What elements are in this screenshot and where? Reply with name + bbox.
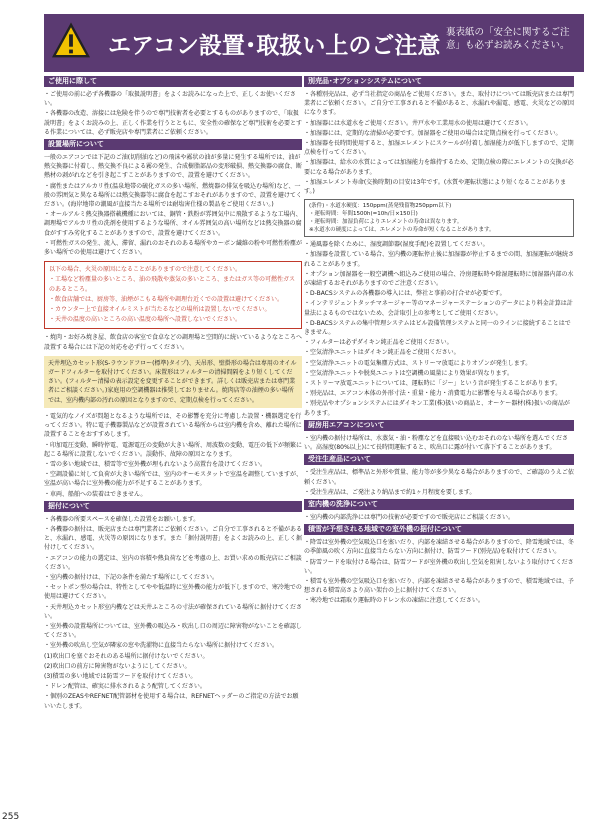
paragraph: ・各機器の改造、溶接には危険を伴うので専門技術者を必要とするものがありますので、「取扱説明書」をよくお読みの上、正しく作業を行うとともに、安全性の確保など専門技術を必要とする作業については、必ず販売店や専門業者にご依頼ください。 (44, 110, 303, 136)
paragraph: ・通風器を除くために、湿度調節器(湿度手配)を設置してください。 (304, 241, 489, 249)
paragraph: ・室外機の吹出し空気が隣家の窓や洗濯物に直接当たらない場所に据付けてください。 (44, 642, 279, 650)
paragraph: ・加湿エレメント寿命(交換時期)の目安は3年です。(水質や運転状態により短くなることがあります。) (304, 178, 567, 196)
section-heading: 受注生産品について (304, 454, 574, 465)
note-box: 天井埋込カセット形(S-ラウンドフロー(標準)タイプ)、天吊形、壁掛形の場合は専用のオイルガードフィルターを取付けてください。床置形はフィルターの清掃間隔をより短くしてください。(フィルター清掃の表示設定を変更することができます。詳しくは販売店または専門業者にご相談ください。)家庭用の空調機器は推奨しておりません。焼肉店等の油煙の多い場所では、室内機内部の汚れの原因となりますので、定期点検を行ってください。 (44, 356, 302, 408)
paragraph: ・加湿器には、定期的な清掃が必要です。加湿器をご使用の場合は定期点検を行ってください。 (304, 129, 562, 137)
paragraph: ・別売品は、エアコン本体の外形寸法・重量・能力・消費電力に影響を与える場合があります。 (304, 390, 562, 398)
page-number: 255 (2, 812, 20, 822)
paragraph: ・各種別売品は、必ず当社指定の商品をご使用ください。また、取付けについては販売店または専門業者にご依頼ください。ご自分で工事されると不備があると、水漏れや漏電、感電、火災などの原因になります。 (304, 91, 575, 117)
section-heading: 設置場所について (44, 139, 302, 150)
paragraph: ・ドレン配管は、確実に排水されるよう配管してください。 (44, 683, 206, 691)
section-heading: 別売品･オプションシステムについて (304, 76, 574, 87)
paragraph: ・腐性またはアルカリ性(温泉地帯の硫化ガスの多い場所、燃焼器の排気を吸込む場所)など、一般の雰囲気と異なる場所には熱交換器等に腐食を起こすおそれがありますので、設置を避けてください。(海岸地帯の潮風が直接当たる場所では耐塩害仕様の製品をご使用ください。) (44, 182, 302, 209)
paragraph: ・別売品やオプションシステムにはダイキン工業(株)扱いの商品と、オーケー器材(株)扱いの商品があります。 (304, 400, 570, 417)
left-column (44, 74, 302, 712)
table-line: ・運転時間：年間1500h(=10h/日×150日) (309, 211, 418, 218)
table-line: (条件)・水道水硬度：150ppm(蒸発残留物250ppm以下) (309, 203, 452, 210)
page-header (44, 14, 584, 72)
paragraph: ・ストリーマ放電ユニットについては、運転時に「ジー」という音が発生することがあります。 (304, 380, 562, 388)
header-note: 裏表紙の「安全に関するご注意」も必ずお読みください。 (446, 27, 570, 51)
paragraph: ・雪の多い地域では、積雪等で室外機が埋もれないよう高置台を設けてください。 (44, 460, 267, 468)
section-heading: 厨房用エアコンについて (304, 420, 574, 431)
paragraph: ・焼肉・お好み焼き屋、飲食店の客室で食卓などの調理場と空間的に続いているようなところへ設置する場合には下記の対応を必ず行ってください。 (44, 334, 303, 351)
paragraph: ・室内機の内部洗浄には専門の技術が必要ですので販売店にご相談ください。 (304, 513, 515, 521)
paragraph: ・車両、船舶への装着はできません。 (44, 490, 147, 498)
caution-box (44, 261, 302, 329)
table-line: ※水道水の硬度によっては、エレメントの寿命が短くなることがあります。 (309, 227, 495, 234)
paragraph: ・空気清浄ユニットはダイキン純正品をご使用ください。 (304, 349, 460, 357)
paragraph: ・インテリジェントタッチマネージャー等のマネージャーステーションのデータにより料金計算は計量法によるものではないため、会計取引上の参考としてご使用ください。 (304, 300, 573, 317)
paragraph: ・D-BACSシステムの集中管理システムはビル設備管理システムと同一のラインに接続することはできません。 (304, 319, 571, 337)
paragraph: ・防雪フードを取付ける場合は、防雪フードが室外機の吹出し空気を阻害しないよう取付けてください。 (304, 558, 574, 575)
paragraph: ・エアコンの能力の選定は、室内の容積や熱負荷などを考慮の上、お買い求めの販売店にご相談ください。 (44, 554, 302, 571)
paragraph: ・可燃性ガスの発生、流入、滞留、漏れのおそれのある場所やカーボン繊維の粉や可燃性粉塵が多い場所での使用は避けてください。 (44, 239, 303, 257)
section-heading: ご使用に際して (44, 76, 302, 87)
paragraph: ・室外機の設置場所については、室外機の吸込み・吹出し口の周辺に障害物がないことを確認してください。 (44, 622, 302, 640)
paragraph: ・積雪も室外機の空気吸込口を塞いだり、内部を凍結させる場合がありますので、積雪地域では、予想される積雪高さより高い架台の上に据付けてください。 (304, 577, 574, 595)
page-title: エアコン設置･取扱い上のご注意 (108, 33, 441, 59)
caution-line: ・天井の温度の高いところの高い温度の場所へ設置しないでください。 (49, 316, 242, 324)
paragraph: ・加湿器を設置している場合、室内機の運転停止後に加湿器が停止するまでの間、加湿運転が継続されることがあります。 (304, 251, 575, 268)
paragraph: ・空調設備に対して負荷が大きい場所では、室内のサーモスタットで室温を調整していますが、室温が高い場合に室外機の能力が不足することがあります。 (44, 471, 303, 488)
paragraph: ・ご使用の前に必ず各機器の「取扱説明書」をよくお読みになった上で、正しくお使いください。 (44, 91, 296, 108)
paragraph: ・各機器の所要スペースを確保した設置をお願いします。 (44, 515, 200, 523)
paragraph: ・フィルターは必ずダイキン純正品をご使用ください。 (304, 339, 453, 347)
paragraph: ・空気清浄ユニットや脱臭ユニットは空調機の風量により効果が異なります。 (304, 369, 514, 377)
caution-line: ・カウンター上で直接オイルミストが当たるなどの場所は設置しないでください。 (49, 306, 271, 314)
table-line: ・運転時間：加湿負荷によりエレメントの寿命は異なります。 (309, 219, 463, 226)
right-column (304, 74, 574, 607)
condition-table (304, 199, 574, 237)
paragraph: ・オプション加湿器を一般空調機へ組込みご使用の場合、冷房運転時や除湿運転時に加湿器内部の水が凍結するおそれがありますのでご注意ください。 (304, 270, 574, 288)
paragraph: ・空気清浄ユニットの電気集塵方式は、ストリーマ放電によりオゾンが発生します。 (304, 359, 532, 367)
paragraph: ・受注生産品は、標準品と外形や質量、能力等が多少異なる場合がありますので、ご確認のうえご依頼ください。 (304, 469, 574, 486)
paragraph: (1)吹出口を塞ぐおそれのある場所に据付けないでください。 (44, 652, 209, 660)
paragraph: ・各機器の据付は、販売店または専門業者にご依頼ください。ご自分で工事されると不備があると、水漏れ、感電、火災等の原因になります。また「据付説明書」をよくお読みの上、正しく据付けしてください。 (44, 525, 303, 552)
paragraph: ・オールアルミ熱交換器搭載機種においては、銅管・鉄粉が雰囲気中に飛散するような工場内、調理場でアルカリ性の洗剤を使用するような場所、オイル雰囲気の高い場所などは熱交換器の腐食がすすみ劣化することがありますので、設置を避けてください。 (44, 211, 302, 237)
paragraph: ・加湿器を長時間使用すると、加湿エレメントにスケールが付着し加湿能力が低下しますので、定期点検を行ってください。 (304, 140, 574, 157)
paragraph: ・降雪は室外機の空気吸込口を塞いだり、内部を凍結させる場合がありますので、降雪地域では、冬の季節風の吹く方向に直接当たらない方向に据付け、防雪フード(別売品)を取付けてください。 (304, 539, 574, 556)
paragraph: (3)積雪の多い地域では防雪フードを取付けてください。 (44, 672, 197, 680)
caution-line: ・飲食店舗では、厨房等、油煙がこもる場所や調理台近くでの設置は避けてください。 (49, 295, 284, 303)
paragraph: ・D-BACSシステムの各機器の導入には、弊社と事前の打合せが必要です。 (304, 290, 506, 298)
paragraph: ・寒冷地では霜取り運転時のドレン水の凍結に注意してください。 (304, 597, 484, 605)
section-heading: 積雪が予想される地域での室外機の据付について (304, 524, 574, 535)
paragraph: ・印加電圧変動、瞬時停電、電源電圧の変動が大きい場所、周波数の変動、電圧の低下が頻繁に起こる場所に設置しないでください。誤動作、故障の原因となります。 (44, 441, 303, 458)
paragraph: ・天井埋込カセット形室内機などは天井ふところの寸法が確保されている場所に据付けてください。 (44, 603, 303, 620)
section-heading: 室内機の洗浄について (304, 499, 574, 510)
paragraph: ・室内機の据付け場所は、水蒸気・油・粉塵などを直接吸い込むおそれのない場所を選んでください。高湿度(80%以上)にて長時間運転すると、吹出口に露が付いて落下することがあります。 (304, 434, 569, 452)
paragraph: ・セットポン型の場合は、特性としてやや低温時に室外機の能力が低下しますので、寒冷地での使用は避けてください。 (44, 584, 302, 601)
paragraph: ・室内機の据付けは、下記の条件を満たす場所にしてください。 (44, 573, 219, 581)
section-heading: 据付について (44, 501, 302, 512)
paragraph: (2)吹出口の前方に障害物がないようにしてください。 (44, 662, 191, 670)
paragraph: ・受注生産品は、ご発注より納品まで約1ヶ月程度を要します。 (304, 488, 476, 496)
paragraph: ・電気的なノイズが問題となるような場所では、その影響を充分に考慮した設置・機器選定を行ってください。特に電子機器製品などが設置されている場所からは室内機を含め、離れた場所に設置することをおすすめします。 (44, 412, 302, 439)
warning-icon (52, 22, 90, 60)
paragraph: ・加湿器には水道水をご使用ください。井戸水や工業用水の使用は避けてください。 (304, 119, 533, 127)
paragraph: ・加湿器は、給水の水質によっては加湿能力を維持するため、定期点検の際にエレメントの交換が必要になる場合があります。 (304, 159, 574, 176)
caution-line: 以下の場合、火災の原因になることがありますので注意してください。 (49, 266, 242, 274)
paragraph: ・個別のZEASやREFNET配管部材を使用する場合は、REFNETヘッダーのご指定の方法でお願いいたします。 (44, 693, 299, 710)
paragraph: 一般のエアコンでは下記のご油(切削油など)の飛沫や霧状の油が多量に発生する場所では、油が熱交換器に付着し、熱交換不良による霧の発生、合成樹脂部品の変形破損、熱交換器の腐食、断熱材の剥がれなどを引き起こすことがありますので、設置を避けてください。 (44, 154, 303, 180)
caution-line: ・工場など粉塵量の多いところ、油の飛散や蒸気の多いところ、またはガス等の可燃性ガスのあるところ。 (49, 276, 296, 293)
